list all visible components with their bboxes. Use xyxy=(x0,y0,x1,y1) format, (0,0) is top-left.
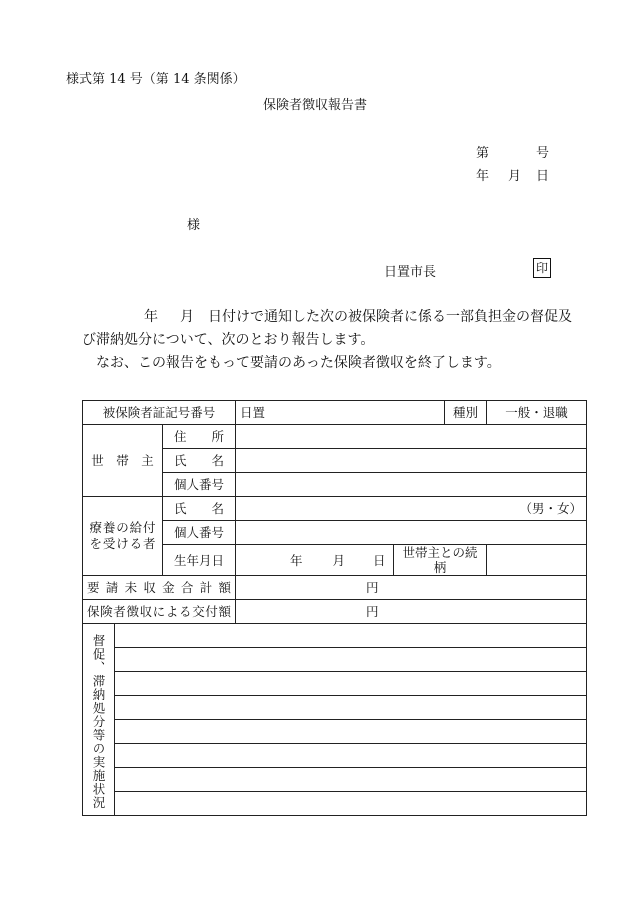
status-line[interactable] xyxy=(115,792,587,816)
household-head-label: 世 帯 主 xyxy=(83,425,163,497)
status-row xyxy=(83,624,587,648)
unpaid-total-field[interactable] xyxy=(236,576,587,600)
grant-unit: 円 xyxy=(366,604,379,619)
status-line[interactable] xyxy=(115,744,587,768)
seal-box: 印 xyxy=(533,258,551,278)
status-line[interactable] xyxy=(115,696,587,720)
recipient-personal-no-label: 個人番号 xyxy=(163,521,236,545)
address-label: 住 所 xyxy=(163,425,236,449)
status-line[interactable] xyxy=(115,768,587,792)
dob-label: 生年月日 xyxy=(163,545,236,576)
insured-id-prefix: 日置 xyxy=(240,405,266,420)
recipient-personal-no-field[interactable] xyxy=(236,521,587,545)
body-text-2: なお、この報告をもって要請のあった保険者徴収を終了します。 xyxy=(96,355,501,371)
body-year: 年 xyxy=(144,309,158,325)
recipient-name-row xyxy=(83,497,587,521)
household-address-row xyxy=(83,425,587,449)
date-year: 年 xyxy=(476,169,490,184)
status-row xyxy=(83,720,587,744)
relation-field[interactable] xyxy=(487,545,587,576)
number-label: 第 xyxy=(476,146,490,161)
status-label-cell xyxy=(83,624,115,816)
dob-year: 年 xyxy=(290,552,303,568)
status-row xyxy=(83,648,587,672)
document-title: 保険者徴収報告書 xyxy=(262,98,367,113)
date-month: 月 xyxy=(508,169,522,184)
grant-field[interactable] xyxy=(236,600,587,624)
body-paragraph-1 xyxy=(82,306,572,352)
date-day: 日 xyxy=(536,169,550,184)
unpaid-total-unit: 円 xyxy=(366,580,379,595)
recipient-name-label: 氏 名 xyxy=(163,497,236,521)
insured-id-row xyxy=(83,401,587,425)
number-suffix: 号 xyxy=(536,146,550,161)
status-row xyxy=(83,672,587,696)
body-paragraph-2 xyxy=(82,352,572,375)
dob-field[interactable] xyxy=(236,545,394,576)
household-personal-no-label: 個人番号 xyxy=(163,473,236,497)
body-text-1: 日付けで通知した次の被保険者に係る一部負担金の督促及び滞納処分について、次のとおり報告します。 xyxy=(82,309,572,348)
grant-label-cell: 保険者徴収による交付額 xyxy=(83,600,236,624)
unpaid-total-label-cell: 要請未収金合計額 xyxy=(83,576,236,600)
form-number: 様式第 14 号（第 14 条関係） xyxy=(66,72,246,87)
relation-label: 世帯主との続柄 xyxy=(394,545,487,576)
household-name-field[interactable] xyxy=(236,449,587,473)
status-row xyxy=(83,792,587,816)
gender-note: （男・女） xyxy=(519,501,583,516)
grant-row xyxy=(83,600,587,624)
insured-id-field[interactable] xyxy=(236,401,445,425)
sender-name: 日置市長 xyxy=(384,265,437,280)
status-line[interactable] xyxy=(115,648,587,672)
status-row xyxy=(83,744,587,768)
recipient-label: 療養の給付を受ける者 xyxy=(83,497,163,576)
addressee-suffix: 様 xyxy=(187,218,201,233)
status-row xyxy=(83,696,587,720)
body-month: 月 xyxy=(180,309,194,325)
type-label: 種別 xyxy=(445,401,487,425)
dob-month: 月 xyxy=(332,552,346,568)
status-line[interactable] xyxy=(115,672,587,696)
report-form-table xyxy=(82,400,587,816)
type-value[interactable]: 一般・退職 xyxy=(487,401,587,425)
insured-id-label: 被保険者証記号番号 xyxy=(83,401,236,425)
household-personal-no-field[interactable] xyxy=(236,473,587,497)
status-row xyxy=(83,768,587,792)
household-address-field[interactable] xyxy=(236,425,587,449)
dob-day: 日 xyxy=(373,552,386,568)
status-label: 督促、滞納処分等の実施状況 xyxy=(91,634,106,810)
status-line[interactable] xyxy=(115,720,587,744)
recipient-name-field[interactable] xyxy=(236,497,587,521)
status-line[interactable] xyxy=(115,624,587,648)
household-name-label: 氏 名 xyxy=(163,449,236,473)
unpaid-total-row xyxy=(83,576,587,600)
